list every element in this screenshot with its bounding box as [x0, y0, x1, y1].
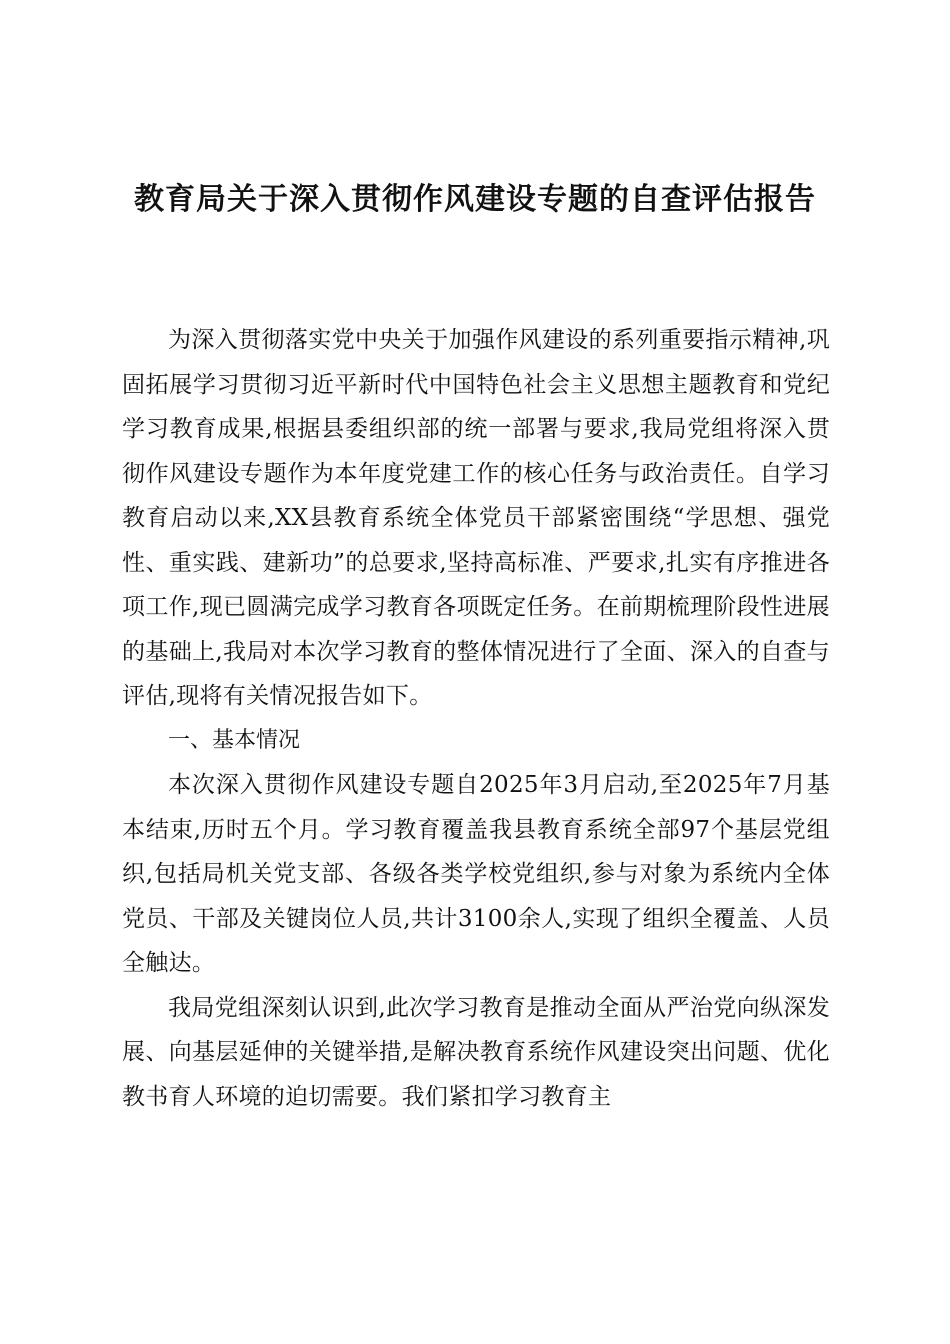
section1-paragraph-1: 本次深入贯彻作风建设专题自2025年3月启动,至2025年7月基本结束,历时五个月。学习教育覆盖我县教育系统全部97个基层党组织,包括局机关党支部、各级各类学校党组织,参与对象为系统内全体党员、干部及关键岗位人员,共计3100余人,实现了组织全覆盖、人员全触达。	[122, 772, 830, 976]
document-title: 教育局关于深入贯彻作风建设专题的自查评估报告	[134, 182, 816, 217]
document-body	[122, 318, 830, 1119]
section1-paragraph-2: 我局党组深刻认识到,此次学习教育是推动全面从严治党向纵深发展、向基层延伸的关键举措,是解决教育系统作风建设突出问题、优化教书育人环境的迫切需要。我们紧扣学习教育主	[122, 994, 830, 1110]
intro-paragraph: 为深入贯彻落实党中央关于加强作风建设的系列重要指示精神,巩固拓展学习贯彻习近平新时代中国特色社会主义思想主题教育和党纪学习教育成果,根据县委组织部的统一部署与要求,我局党组将深入贯彻作风建设专题作为本年度党建工作的核心任务与政治责任。自学习教育启动以来,XX县教育系统全体党员干部紧密围绕“学思想、强党性、重实践、建新功”的总要求,坚持高标准、严要求,扎实有序推进各项工作,现已圆满完成学习教育各项既定任务。在前期梳理阶段性进展的基础上,我局对本次学习教育的整体情况进行了全面、深入的自查与评估,现将有关情况报告如下。	[122, 327, 830, 709]
section-heading-basic-situation: 一、基本情况	[168, 727, 301, 753]
